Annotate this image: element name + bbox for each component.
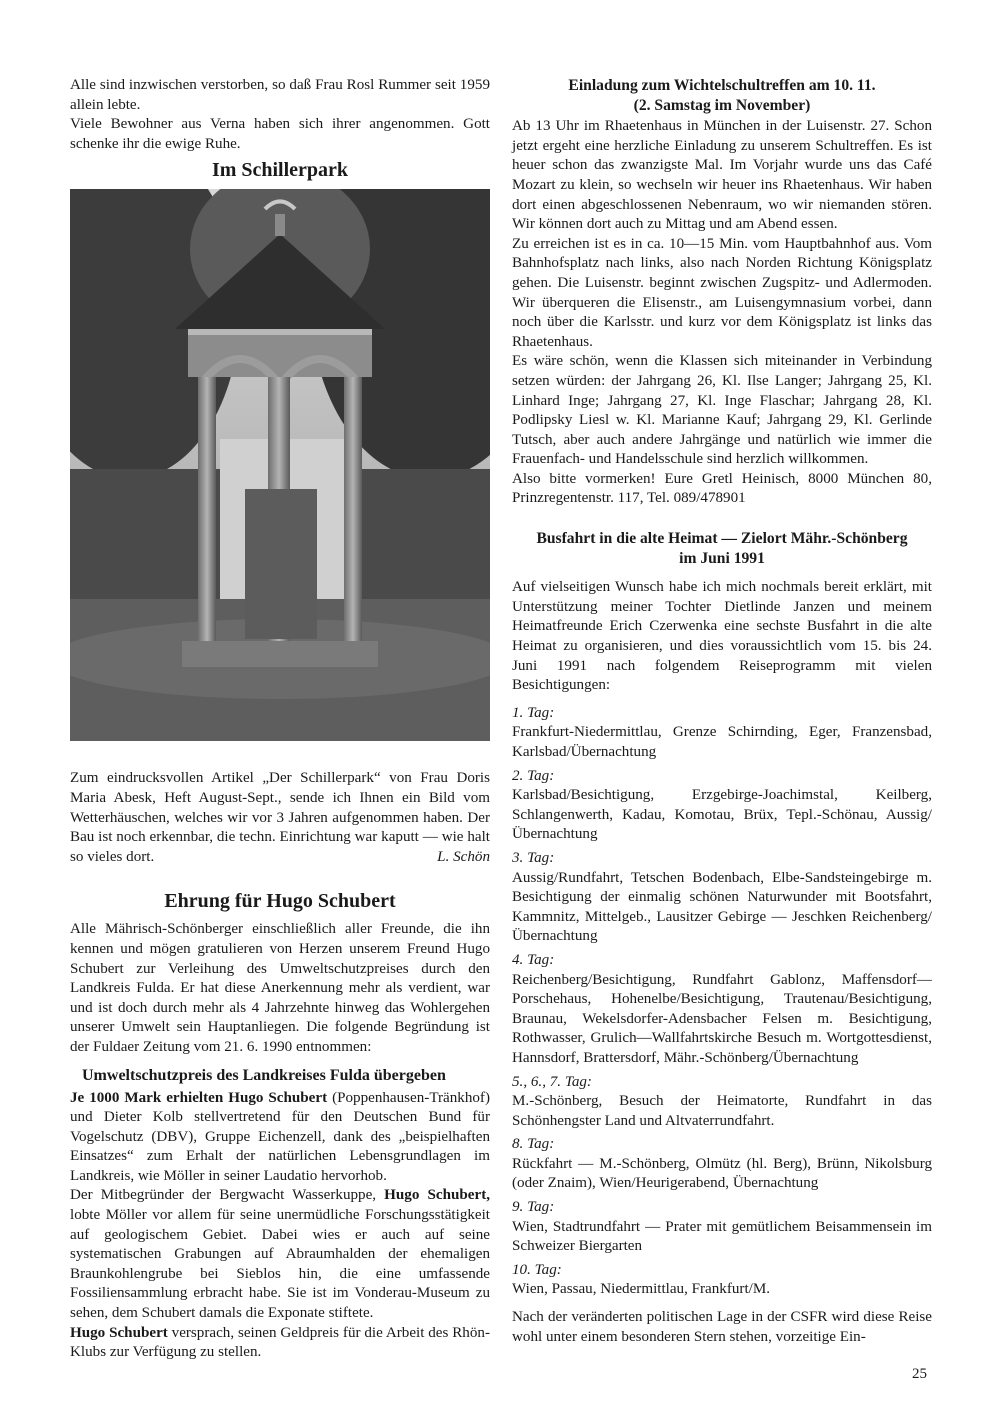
ehrung-paragraph: Alle Mährisch-Schönberger einschließlich aller Freunde, die ihn kennen und mögen gratulieren von Herzen unserem Freund Hugo Schubert zur Verleihung des Umweltschutzpreises durch den Landkreis Fulda. Er hat diese Anerkennung mehr als verdient, war und ist doch durch mehr als 4 Jahrzehnte hinweg das Wohlergehen unserer Umwelt sein Hauptanliegen. Die folgende Begründung ist der Fuldaer Zeitung vom 21. 6. 1990 entnommen:: [70, 921, 490, 1055]
schillerpark-title: Im Schillerpark: [211, 159, 349, 182]
einladung-paragraph-3: Es wäre schön, wenn die Klassen sich miteinander in Verbindung setzen würden: der Jahrgang 26, Kl. Ilse Langer; Jahrgang 25, Kl. Linhard Inge; Jahrgang 27, Kl. Inge Flaschar; Jahrgang 28, Kl. Podlipsky Liesl w. Kl. Marianne Kauf; Jahrgang 29, Kl. Gerlinde Tutsch, aber auch andere Jahrgänge und natürlich wie immer die Frauenfach- und Handelsschule sind herzlich willkommen.: [512, 353, 932, 468]
bus-title-line-1: Busfahrt in die alte Heimat — Zielort Mähr.-Schönberg: [536, 530, 908, 548]
day-3: [512, 849, 932, 947]
caption-signature: L. Schön: [437, 848, 490, 865]
day-8: [512, 1135, 932, 1194]
umwelt-paragraph-3: [70, 1324, 490, 1363]
day-label: 10. Tag:: [512, 1261, 562, 1278]
day-label: 5., 6., 7. Tag:: [512, 1073, 592, 1090]
weather-house-photo: [70, 189, 490, 741]
day-text: Rückfahrt — M.-Schönberg, Olmütz (hl. Berg), Brünn, Nikolsburg (oder Znaim), Wien/Heurigerabend, Übernachtung: [512, 1155, 932, 1192]
photo-caption: [70, 769, 490, 867]
umwelt-p2-b: lobte Möller vor allem für seine unermüdliche Forschungsstätigkeit auf geologischem Gebiet. Dabei wies er auch auf seine systematischen Grabungen auf Abraumhalden der ehemaligen Braunkohlengrube bei Sieblos hin, die eine umfassende Fossiliensammlung erbracht habe. Sie ist im Vonderau-Museum zu sehen, dem Schubert damals die Exponate stiftete.: [70, 1207, 490, 1322]
einladung-title-line-1: Einladung zum Wichtelschultreffen am 10. 11.: [568, 77, 876, 94]
right-column: [512, 76, 932, 1347]
umwelt-p2-a: Der Mitbegründer der Bergwacht Wasserkuppe,: [70, 1187, 385, 1204]
einladung-title-line-2: (2. Samstag im November): [633, 96, 811, 114]
day-text: M.-Schönberg, Besuch der Heimatorte, Rundfahrt in das Schönhengster Land und Altvaterrundfahrt.: [512, 1093, 932, 1129]
day-text: Wien, Stadtrundfahrt — Prater mit gemütlichem Beisammensein im Schweizer Biergarten: [512, 1218, 932, 1255]
umwelt-p3-bold: Hugo Schubert: [70, 1324, 168, 1341]
umwelt-title: Umweltschutzpreis des Landkreises Fulda übergeben: [82, 1066, 446, 1084]
photo-caption-text: Zum eindrucksvollen Artikel „Der Schillerpark“ von Frau Doris Maria Abesk, Heft August-Sept., sende ich Ihnen ein Bild vom Wetterhäuschen, welches wir vor 3 Jahren aufgenommen haben. Der Bau ist noch erkennbar, die techn. Einrichtung war kaputt — wie halt so vieles dort.: [70, 770, 490, 865]
umwelt-p3-rest: versprach, seinen Geldpreis für die Arbeit des Rhön-Klubs zur Verfügung zu stellen.: [70, 1324, 490, 1361]
day-label: 3. Tag:: [512, 849, 555, 866]
day-label: 4. Tag:: [512, 951, 555, 968]
umwelt-p2-bold: Hugo Schubert,: [384, 1187, 490, 1204]
umwelt-paragraph-1: [70, 1089, 490, 1187]
day-label: 9. Tag:: [512, 1199, 555, 1216]
left-column: [70, 76, 490, 1363]
day-text: Aussig/Rundfahrt, Tetschen Bodenbach, Elbe-Sandsteingebirge m. Besichtigung der einmalig schönen Naturwunder mit Bootsfahrt, Kammnitz, Mittelgeb., Lausitzer Gebirge — Jeschken Reichenberg/Übernachtung: [512, 869, 932, 945]
day-10: [512, 1261, 932, 1300]
einladung-paragraph-2: Zu erreichen ist es in ca. 10—15 Min. vom Hauptbahnhof aus. Vom Bahnhofsplatz nach links, also nach Norden Richtung Königsplatz gehen. Die Luisenstr. beginnt zwischen Zugspitz- und Adlermoden. Wir überqueren die Elisenstr., am Luisengymnasium vorbei, dann noch über die Karlsstr. und kurz vor dem Königsplatz ist links das Rhaetenhaus.: [512, 235, 932, 350]
umwelt-paragraph-2: [70, 1186, 490, 1323]
day-label: 2. Tag:: [512, 767, 555, 784]
weather-house-illustration: [70, 189, 490, 741]
day-1: [512, 704, 932, 763]
day-text: Reichenberg/Besichtigung, Rundfahrt Gablonz, Maffensdorf—Porschehaus, Hohenelbe/Besichtigung, Trautenau/Besichtigung, Braunau, Wekelsdorfer-Adensbacher Felsen m. Besichtigung, Rothwasser, Grulich—Wallfahrtskirche Besuch m. Wortgottesdienst, Hannsdorf, Brattersdorf, Mähr.-Schönberg/Übernachtung: [512, 971, 932, 1066]
day-text: Wien, Passau, Niedermittlau, Frankfurt/M.: [512, 1281, 771, 1298]
intro-paragraph-2: Viele Bewohner aus Verna haben sich ihrer angenommen. Gott schenke ihr die ewige Ruhe.: [70, 116, 490, 152]
bus-title-line-2: im Juni 1991: [679, 549, 765, 567]
day-label: 1. Tag:: [512, 704, 555, 721]
day-2: [512, 767, 932, 845]
day-5-7: [512, 1073, 932, 1132]
umwelt-p1-rest: (Poppenhausen-Tränkhof) und Dieter Kolb stellvertretend für den Deutschen Bund für Vogelschutz (DBV), Gruppe Eichenzell, dank des „beispielhaften Einsatzes“ zum Erhalt der natürlichen Lebensgrundlagen im Landkreis, wie Möller in seiner Laudatio hervorhob.: [70, 1089, 490, 1184]
bus-outro: Nach der veränderten politischen Lage in der CSFR wird diese Reise wohl unter einem besonderen Stern stehen, vorzeitige Ein-: [512, 1309, 932, 1345]
bus-intro: Auf vielseitigen Wunsch habe ich mich nochmals bereit erklärt, mit Unterstützung meiner Tochter Dietlinde Janzen und meinem Heimatfreunde Erich Czerwenka eine sechste Busfahrt in die alte Heimat zu organisieren, und dies voraussichtlich vom 15. bis 24. Juni 1991 nach folgendem Reiseprogramm mit vielen Besichtigungen:: [512, 579, 932, 694]
umwelt-p1-bold: Je 1000 Mark erhielten Hugo Schubert: [70, 1089, 328, 1106]
intro-paragraph-1: Alle sind inzwischen verstorben, so daß Frau Rosl Rummer seit 1959 allein lebte.: [70, 77, 490, 113]
day-4: [512, 951, 932, 1069]
page-number: 25: [912, 1366, 927, 1382]
day-9: [512, 1198, 932, 1257]
einladung-paragraph-1: Ab 13 Uhr im Rhaetenhaus in München in der Luisenstr. 27. Schon jetzt ergeht eine herzliche Einladung zu unserem Schultreffen. Es ist heuer schon das zwanzigste Mal. Im Vorjahr wurde uns das Café Mozart zu klein, so wechseln wir heuer ins Rhaetenhaus. Wir haben dort einen abgeschlossenen Nebenraum, wo wir niemanden stören. Wir können dort auch zu Mittag und am Abend essen.: [512, 118, 932, 233]
ehrung-title: Ehrung für Hugo Schubert: [164, 890, 396, 913]
einladung-paragraph-4: Also bitte vormerken! Eure Gretl Heinisch, 8000 München 80, Prinzregentenstr. 117, Tel. 089/478901: [512, 470, 932, 507]
day-label: 8. Tag:: [512, 1136, 555, 1153]
day-text: Frankfurt-Niedermittlau, Grenze Schirnding, Eger, Franzensbad, Karlsbad/Übernachtung: [512, 724, 932, 760]
day-text: Karlsbad/Besichtigung, Erzgebirge-Joachimstal, Keilberg, Schlangenwerth, Kadau, Komotau, Brüx, Tepl.-Schönau, Aussig/Übernachtung: [512, 787, 932, 843]
